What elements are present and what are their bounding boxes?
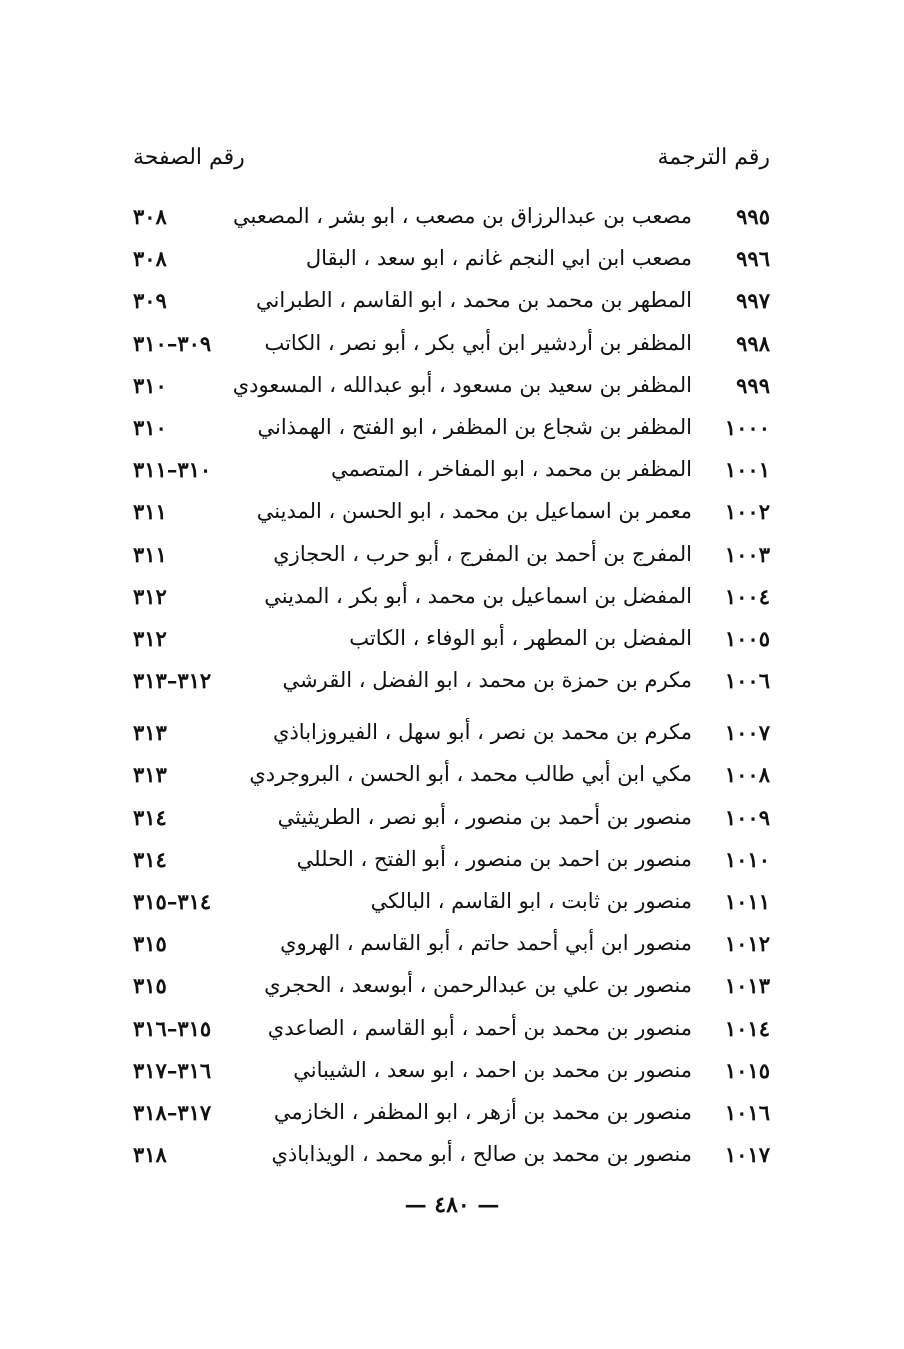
entry-name: مصعب ابن ابي النجم غانم ، ابو سعد ، البقال — [305, 246, 692, 271]
entry-number: ١٠١٦ — [724, 1099, 770, 1125]
entry-name: المفضل بن اسماعيل بن محمد ، أبو بكر ، المديني — [264, 583, 692, 608]
page-number: — ٤٨٠ — — [404, 1192, 500, 1218]
entry-number: ١٠١١ — [724, 889, 770, 914]
entry-page-ref: ٣١٢ — [133, 625, 167, 651]
entry-number: ١٠٠٧ — [724, 720, 770, 746]
entry-number: ٩٩٨ — [736, 330, 770, 356]
entry-name: مكرم بن حمزة بن محمد ، ابو الفضل ، القرشي — [282, 668, 692, 693]
entry-number: ١٠١٣ — [724, 973, 770, 999]
entry-number: ٩٩٩ — [736, 372, 770, 398]
entry-page-ref: ٣١١ — [133, 541, 167, 567]
index-entry — [0, 1094, 904, 1136]
entry-page-ref: ٣١٤ — [133, 804, 167, 830]
entry-number: ٩٩٥ — [736, 204, 770, 229]
entry-page-ref: ٣١٣ — [133, 762, 167, 788]
entry-number: ١٠١٠ — [724, 846, 770, 872]
entry-name: مصعب بن عبدالرزاق بن مصعب ، ابو بشر ، المصعبي — [233, 204, 692, 228]
index-entry — [0, 198, 904, 240]
index-entry — [0, 1010, 904, 1052]
entry-number-column-header: رقم الترجمة — [657, 145, 770, 170]
index-entry — [0, 451, 904, 493]
entry-name: منصور ابن أبي أحمد حاتم ، أبو القاسم ، الهروي — [280, 931, 692, 956]
entry-number: ١٠١٤ — [724, 1015, 770, 1041]
index-entries-list — [0, 198, 904, 1178]
index-entry — [0, 240, 904, 282]
entry-page-ref: ٣١٤ — [133, 846, 167, 872]
index-entry — [0, 325, 904, 367]
entry-name: منصور بن محمد بن احمد ، ابو سعد ، الشيباني — [293, 1057, 692, 1082]
index-entry — [0, 367, 904, 409]
entry-number: ١٠٠٥ — [724, 625, 770, 651]
entry-name: المطهر بن محمد بن محمد ، ابو القاسم ، الطبراني — [255, 288, 692, 313]
index-entry — [0, 967, 904, 1009]
entry-number: ١٠٠٤ — [724, 583, 770, 609]
index-entry — [0, 536, 904, 578]
index-entry — [0, 883, 904, 925]
entry-page-ref: ٣٠٨ — [133, 246, 167, 272]
index-entry — [0, 493, 904, 535]
entry-name: المفضل بن المطهر ، أبو الوفاء ، الكاتب — [349, 625, 692, 650]
entry-page-ref: ٣١٠–٣١١ — [133, 457, 212, 483]
index-entry — [0, 662, 904, 704]
entry-page-ref: ٣١١ — [133, 499, 167, 525]
entry-name: منصور بن احمد بن منصور ، أبو الفتح ، الحللي — [296, 846, 692, 871]
index-entry — [0, 578, 904, 620]
index-entry — [0, 1136, 904, 1178]
index-entry — [0, 1052, 904, 1094]
entry-page-ref: ٣١٣ — [133, 720, 167, 746]
entry-name: معمر بن اسماعيل بن محمد ، ابو الحسن ، المديني — [256, 499, 692, 524]
entry-number: ٩٩٦ — [736, 246, 770, 272]
entry-number: ١٠٠٠ — [724, 414, 770, 440]
index-entry — [0, 841, 904, 883]
entry-page-ref: ٣١٤–٣١٥ — [133, 889, 212, 914]
entry-number: ١٠٠١ — [724, 457, 770, 483]
entry-page-ref: ٣١٢–٣١٣ — [133, 668, 212, 694]
entry-name: منصور بن محمد بن صالح ، أبو محمد ، الويذاباذي — [271, 1142, 692, 1167]
entry-number: ٩٩٧ — [736, 288, 770, 314]
entry-name: مكرم بن محمد بن نصر ، أبو سهل ، الفيروزاباذي — [273, 720, 692, 745]
entry-number: ١٠٠٢ — [724, 499, 770, 525]
entry-name: المظفر بن شجاع بن المظفر ، ابو الفتح ، الهمذاني — [257, 414, 692, 439]
index-entry — [0, 799, 904, 841]
entry-name: منصور بن علي بن عبدالرحمن ، أبوسعد ، الحجري — [264, 973, 692, 998]
entry-page-ref: ٣١٨ — [133, 1142, 167, 1168]
entry-page-ref: ٣١٢ — [133, 583, 167, 609]
entry-page-ref: ٣١٥–٣١٦ — [133, 1015, 212, 1041]
index-entry — [0, 925, 904, 967]
entry-page-ref: ٣١٥ — [133, 973, 167, 999]
entry-page-ref: ٣١٧–٣١٨ — [133, 1099, 212, 1125]
index-entry — [0, 756, 904, 798]
entry-page-ref: ٣٠٩–٣١٠ — [133, 330, 212, 356]
entry-page-ref: ٣٠٩ — [133, 288, 167, 314]
entry-name: المظفر بن محمد ، ابو المفاخر ، المتصمي — [331, 457, 692, 482]
entry-number: ١٠٠٣ — [724, 541, 770, 567]
index-entry — [0, 714, 904, 756]
entry-number: ١٠٠٩ — [724, 804, 770, 830]
entry-number: ١٠١٧ — [724, 1142, 770, 1168]
index-entry — [0, 409, 904, 451]
page-number-column-header: رقم الصفحة — [133, 145, 245, 170]
entry-name: منصور بن محمد بن أزهر ، ابو المظفر ، الخازمي — [273, 1099, 692, 1124]
entry-number: ١٠٠٦ — [724, 668, 770, 694]
entry-number: ١٠١٥ — [724, 1057, 770, 1083]
entry-name: المظفر بن أردشير ابن أبي بكر ، أبو نصر ، الكاتب — [264, 330, 692, 355]
entry-page-ref: ٣٠٨ — [133, 204, 167, 229]
entry-page-ref: ٣١٠ — [133, 414, 167, 440]
index-entry — [0, 620, 904, 662]
entry-name: المفرج بن أحمد بن المفرج ، أبو حرب ، الحجازي — [273, 541, 692, 566]
entry-name: منصور بن محمد بن أحمد ، أبو القاسم ، الصاعدي — [267, 1015, 692, 1040]
entry-page-ref: ٣١٥ — [133, 931, 167, 957]
entry-name: مكي ابن أبي طالب محمد ، أبو الحسن ، البروجردي — [249, 762, 692, 787]
entry-name: المظفر بن سعيد بن مسعود ، أبو عبدالله ، المسعودي — [232, 372, 692, 397]
entry-name: منصور بن أحمد بن منصور ، أبو نصر ، الطريثيثي — [277, 804, 692, 829]
entry-page-ref: ٣١٦–٣١٧ — [133, 1057, 212, 1083]
entry-name: منصور بن ثابت ، ابو القاسم ، البالكي — [370, 889, 692, 913]
entry-page-ref: ٣١٠ — [133, 372, 167, 398]
entry-number: ١٠٠٨ — [724, 762, 770, 788]
index-entry — [0, 282, 904, 324]
entry-number: ١٠١٢ — [724, 931, 770, 957]
